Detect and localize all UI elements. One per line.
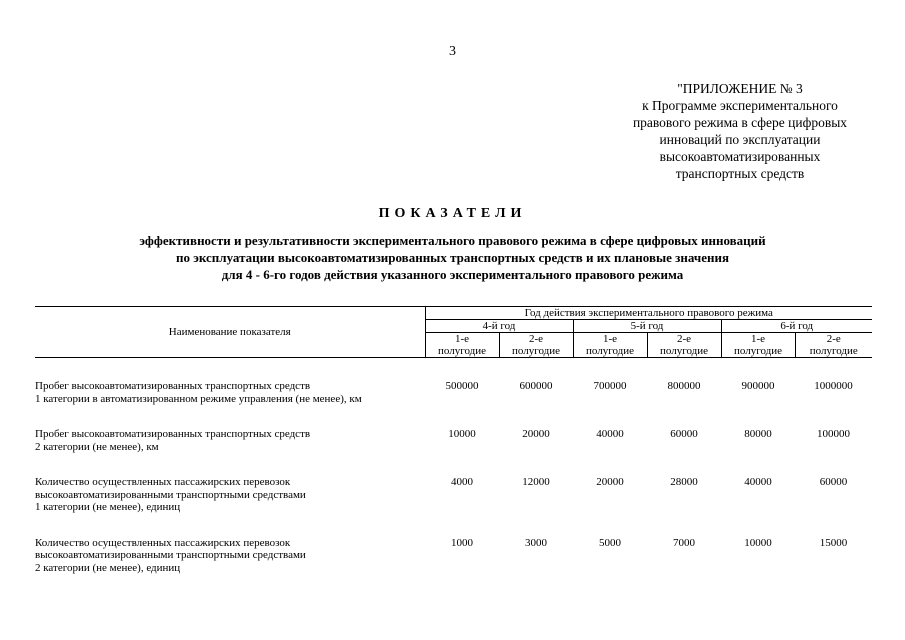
half-year-header: 2-е [647, 333, 721, 346]
indicator-value: 12000 [522, 476, 550, 488]
indicator-value: 60000 [819, 476, 848, 488]
document-title: ПОКАЗАТЕЛИ [378, 206, 527, 221]
table-row [35, 537, 872, 575]
half-year-header: полугодие [647, 345, 721, 358]
indicator-value: 28000 [670, 476, 698, 488]
indicator-value: 3000 [525, 536, 547, 549]
indicator-value: 900000 [741, 380, 775, 392]
table-row [35, 476, 872, 514]
subtitle-line: по эксплуатации высокоавтоматизированных транспортных средств и их плановые значения [176, 250, 729, 265]
indicator-value: 600000 [519, 380, 553, 392]
indicator-value: 100000 [817, 428, 850, 440]
indicator-value: 800000 [667, 380, 701, 392]
indicator-name-line: Количество осуществленных пассажирских перевозок [35, 476, 291, 488]
indicator-value: 1000000 [814, 380, 853, 392]
indicator-name-line: высокоавтоматизированными транспортными средствами [35, 549, 306, 561]
indicator-value: 60000 [670, 428, 698, 440]
indicator-value: 20000 [522, 428, 550, 440]
half-year-header: полугодие [795, 345, 872, 358]
year-header: 4-й год [425, 320, 573, 333]
half-year-header: полугодие [573, 345, 647, 358]
indicator-name-line: высокоавтоматизированными транспортными средствами [35, 488, 306, 501]
indicator-name [35, 428, 425, 453]
appendix-line: высокоавтоматизированных [659, 149, 821, 164]
indicator-value: 20000 [596, 476, 624, 488]
indicator-value: 5000 [599, 536, 621, 549]
half-year-header: 1-е [721, 333, 795, 346]
indicator-value: 700000 [593, 380, 627, 392]
table-row [35, 428, 872, 453]
indicator-name [35, 537, 425, 575]
appendix-line: правового режима в сфере цифровых [632, 115, 848, 130]
year-header: 6-й год [721, 320, 872, 333]
indicator-value: 10000 [448, 428, 476, 440]
indicator-name [35, 380, 425, 405]
indicator-value: 10000 [744, 536, 772, 549]
indicator-value: 1000 [451, 536, 473, 549]
appendix-line: инноваций по эксплуатации [659, 132, 821, 147]
indicator-name [35, 476, 425, 514]
half-year-header: полугодие [499, 345, 573, 358]
half-year-header: 2-е [499, 333, 573, 346]
year-header: 5-й год [573, 320, 721, 333]
indicator-value: 500000 [445, 380, 479, 392]
indicator-value: 80000 [744, 428, 772, 440]
subtitle-line: эффективности и результативности экспериментального правового режима в сфере цифровых инноваций [139, 233, 766, 248]
half-year-header: полугодие [721, 345, 795, 358]
half-year-header: полугодие [425, 345, 499, 358]
indicator-name-line: 2 категории (не менее), км [35, 440, 159, 453]
page-number: 3 [449, 44, 456, 59]
indicator-name-line: 2 категории (не менее), единиц [35, 561, 181, 574]
indicator-name-line: Пробег высокоавтоматизированных транспортных средств [35, 380, 311, 392]
indicator-value: 40000 [596, 428, 624, 440]
subtitle-line: для 4 - 6-го годов действия указанного экспериментального правового режима [221, 267, 684, 282]
indicator-name-line: Пробег высокоавтоматизированных транспортных средств [35, 428, 311, 440]
indicators-table [35, 306, 872, 574]
half-year-header: 1-е [425, 333, 499, 346]
appendix-line: к Программе экспериментального [642, 98, 838, 113]
appendix-line: "ПРИЛОЖЕНИЕ № 3 [677, 81, 803, 96]
indicator-name-line: Количество осуществленных пассажирских перевозок [35, 536, 291, 549]
year-group-header: Год действия экспериментального правового режима [425, 307, 872, 320]
half-year-header: 2-е [795, 333, 872, 346]
document-subtitle [0, 232, 905, 283]
indicator-name-line: 1 категории в автоматизированном режиме управления (не менее), км [35, 392, 362, 405]
half-year-header: 1-е [573, 333, 647, 346]
appendix-heading [600, 80, 880, 182]
indicator-value: 40000 [744, 476, 772, 488]
indicator-value: 4000 [451, 476, 473, 488]
indicator-name-line: 1 категории (не менее), единиц [35, 501, 181, 513]
appendix-line: транспортных средств [675, 166, 805, 181]
table-row [35, 380, 872, 405]
indicator-value: 7000 [673, 536, 695, 549]
indicator-value: 15000 [819, 536, 848, 549]
name-column-header: Наименование показателя [35, 307, 425, 358]
table-header-row [35, 307, 872, 320]
